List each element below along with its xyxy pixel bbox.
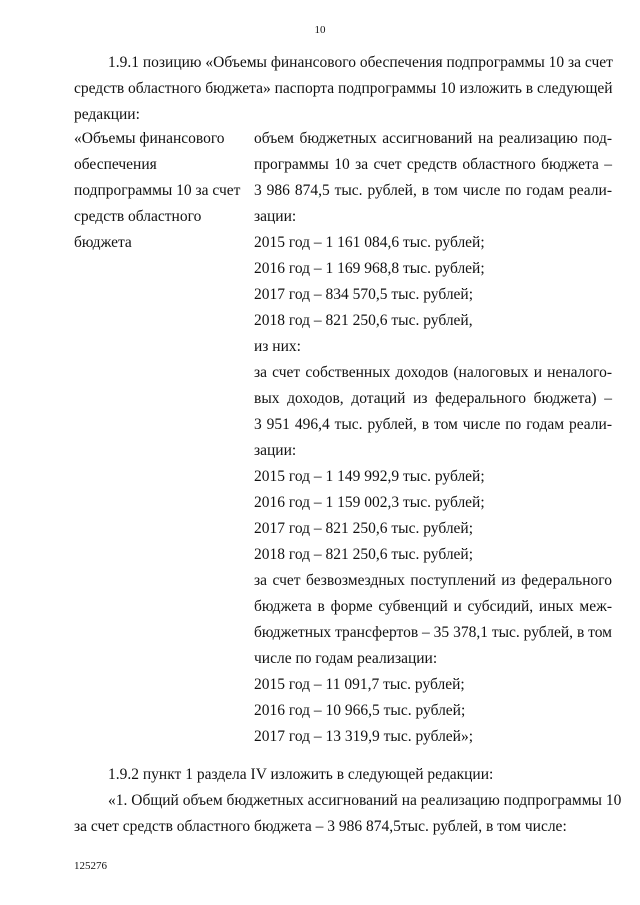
table-right-line: 2015 год – 11 091,7 тыс. рублей; [254,676,465,693]
paragraph-line: средств областного бюджета» паспорта подпрограммы 10 изложить в следующей [74,80,613,97]
table-right-line: 3 986 874,5 тыс. рублей, в том числе по годам реали- [254,182,612,199]
table-right-line: 2018 год – 821 250,6 тыс. рублей, [254,312,473,329]
paragraph-1-9-1 [74,50,612,128]
table-left-line: средств областного [74,208,202,225]
table-right-line: программы 10 за счет средств областного бюджета – [254,156,612,173]
table-right-line: зации: [254,442,297,459]
table-right-line: вых доходов, дотаций из федерального бюджета) – [254,390,612,407]
paragraph-section-iv-1 [74,788,622,840]
document-code: 125276 [74,860,107,872]
table-left-line: бюджета [74,234,132,251]
paragraph-line: 1.9.1 позицию «Объемы финансового обеспечения подпрограммы 10 за счет [108,54,613,71]
paragraph-line: «1. Общий объем бюджетных ассигнований на реализацию подпрограммы 10 [108,792,622,809]
table-left-line: обеспечения [74,156,157,173]
table-right-line: 2016 год – 10 966,5 тыс. рублей; [254,702,466,719]
table-right-line: бюджетных трансфертов – 35 378,1 тыс. рублей, в том [254,624,612,641]
paragraph-line: 1.9.2 пункт 1 раздела IV изложить в следующей редакции: [108,766,494,783]
table-right-line: 2017 год – 834 570,5 тыс. рублей; [254,286,474,303]
paragraph-line: за счет средств областного бюджета – 3 986 874,5тыс. рублей, в том числе: [74,818,567,835]
paragraph-1-9-2 [74,762,612,788]
table-left-line: подпрограммы 10 за счет [74,182,241,199]
table-left-column [74,126,244,256]
table-right-line: 2017 год – 13 319,9 тыс. рублей»; [254,728,474,745]
table-right-line: 2016 год – 1 159 002,3 тыс. рублей; [254,494,485,511]
table-right-line: 2018 год – 821 250,6 тыс. рублей; [254,546,474,563]
paragraph-line: редакции: [74,106,140,123]
table-left-line: «Объемы финансового [74,130,225,147]
page-number: 10 [314,24,326,36]
table-right-line: 2015 год – 1 149 992,9 тыс. рублей; [254,468,485,485]
table-right-line: 2016 год – 1 169 968,8 тыс. рублей; [254,260,485,277]
table-right-line: 2015 год – 1 161 084,6 тыс. рублей; [254,234,485,251]
table-right-line: числе по годам реализации: [254,650,438,667]
table-right-line: 2017 год – 821 250,6 тыс. рублей; [254,520,474,537]
table-right-line: 3 951 496,4 тыс. рублей, в том числе по годам реали- [254,416,612,433]
table-right-line: бюджета в форме субвенций и субсидий, иных меж- [254,598,612,615]
table-right-line: объем бюджетных ассигнований на реализацию под- [254,130,612,147]
table-right-line: за счет безвозмездных поступлений из федерального [254,572,612,589]
table-right-line: зации: [254,208,297,225]
table-right-line: за счет собственных доходов (налоговых и неналого- [254,364,612,381]
table-right-line: из них: [254,338,301,355]
table-right-column [254,126,612,750]
